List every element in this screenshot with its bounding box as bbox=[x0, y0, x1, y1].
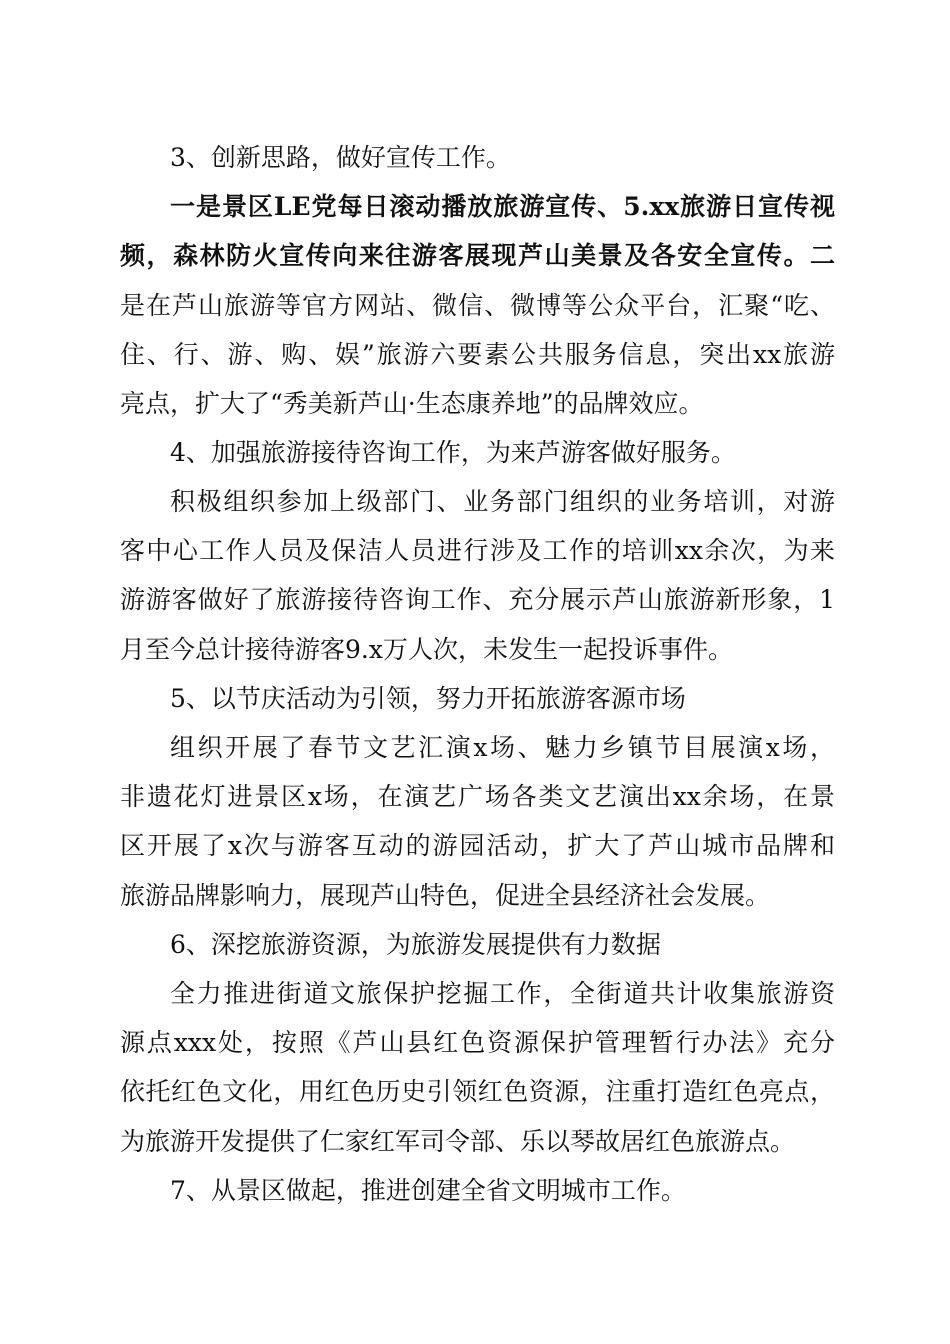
paragraph-line: 住、行、游、购、娱”旅游六要素公共服务信息，突出xx旅游 bbox=[120, 340, 835, 369]
paragraph-line: 积极组织参加上级部门、业务部门组织的业务培训，对游 bbox=[170, 487, 835, 516]
paragraph-line: 月至今总计接待游客9.x万人次，未发生一起投诉事件。 bbox=[120, 635, 733, 664]
heading-5: 5、以节庆活动为引领，努力开拓旅游客源市场 bbox=[170, 684, 686, 713]
paragraph-line: 频，森林防火宣传向来往游客展现芦山美景及各安全宣传。二 bbox=[120, 241, 835, 270]
paragraph-line: 非遗花灯进景区x场，在演艺广场各类文艺演出xx余场，在景 bbox=[120, 782, 835, 811]
paragraph-line: 依托红色文化，用红色历史引领红色资源，注重打造红色亮点， bbox=[120, 1077, 835, 1106]
paragraph-line: 区开展了x次与游客互动的游园活动，扩大了芦山城市品牌和 bbox=[120, 831, 835, 860]
paragraph-line: 旅游品牌影响力，展现芦山特色，促进全县经济社会发展。 bbox=[120, 881, 771, 910]
heading-4: 4、加强旅游接待咨询工作，为来芦游客做好服务。 bbox=[170, 438, 736, 467]
paragraph-line: 组织开展了春节文艺汇演x场、魅力乡镇节目展演x场， bbox=[170, 733, 835, 762]
paragraph-line: 全力推进街道文旅保护挖掘工作，全街道共计收集旅游资 bbox=[170, 979, 835, 1008]
paragraph-line: 亮点，扩大了“秀美新芦山·生态康养地”的品牌效应。 bbox=[120, 389, 704, 418]
paragraph-line: 是在芦山旅游等官方网站、微信、微博等公众平台，汇聚“吃、 bbox=[120, 291, 835, 320]
paragraph-line: 游游客做好了旅游接待咨询工作、充分展示芦山旅游新形象，1 bbox=[120, 585, 835, 614]
paragraph-line: 一是景区LE党每日滚动播放旅游宣传、5.xx旅游日宣传视 bbox=[170, 192, 835, 221]
heading-7: 7、从景区做起，推进创建全省文明城市工作。 bbox=[170, 1176, 686, 1205]
paragraph-line: 客中心工作人员及保洁人员进行涉及工作的培训xx余次，为来 bbox=[120, 536, 835, 565]
heading-6: 6、深挖旅游资源，为旅游发展提供有力数据 bbox=[170, 930, 661, 959]
paragraph-line: 为旅游开发提供了仁家红军司令部、乐以琴故居红色旅游点。 bbox=[120, 1127, 796, 1156]
paragraph-line: 源点xxx处，按照《芦山县红色资源保护管理暂行办法》充分 bbox=[120, 1028, 835, 1057]
heading-3: 3、创新思路，做好宣传工作。 bbox=[170, 143, 511, 172]
